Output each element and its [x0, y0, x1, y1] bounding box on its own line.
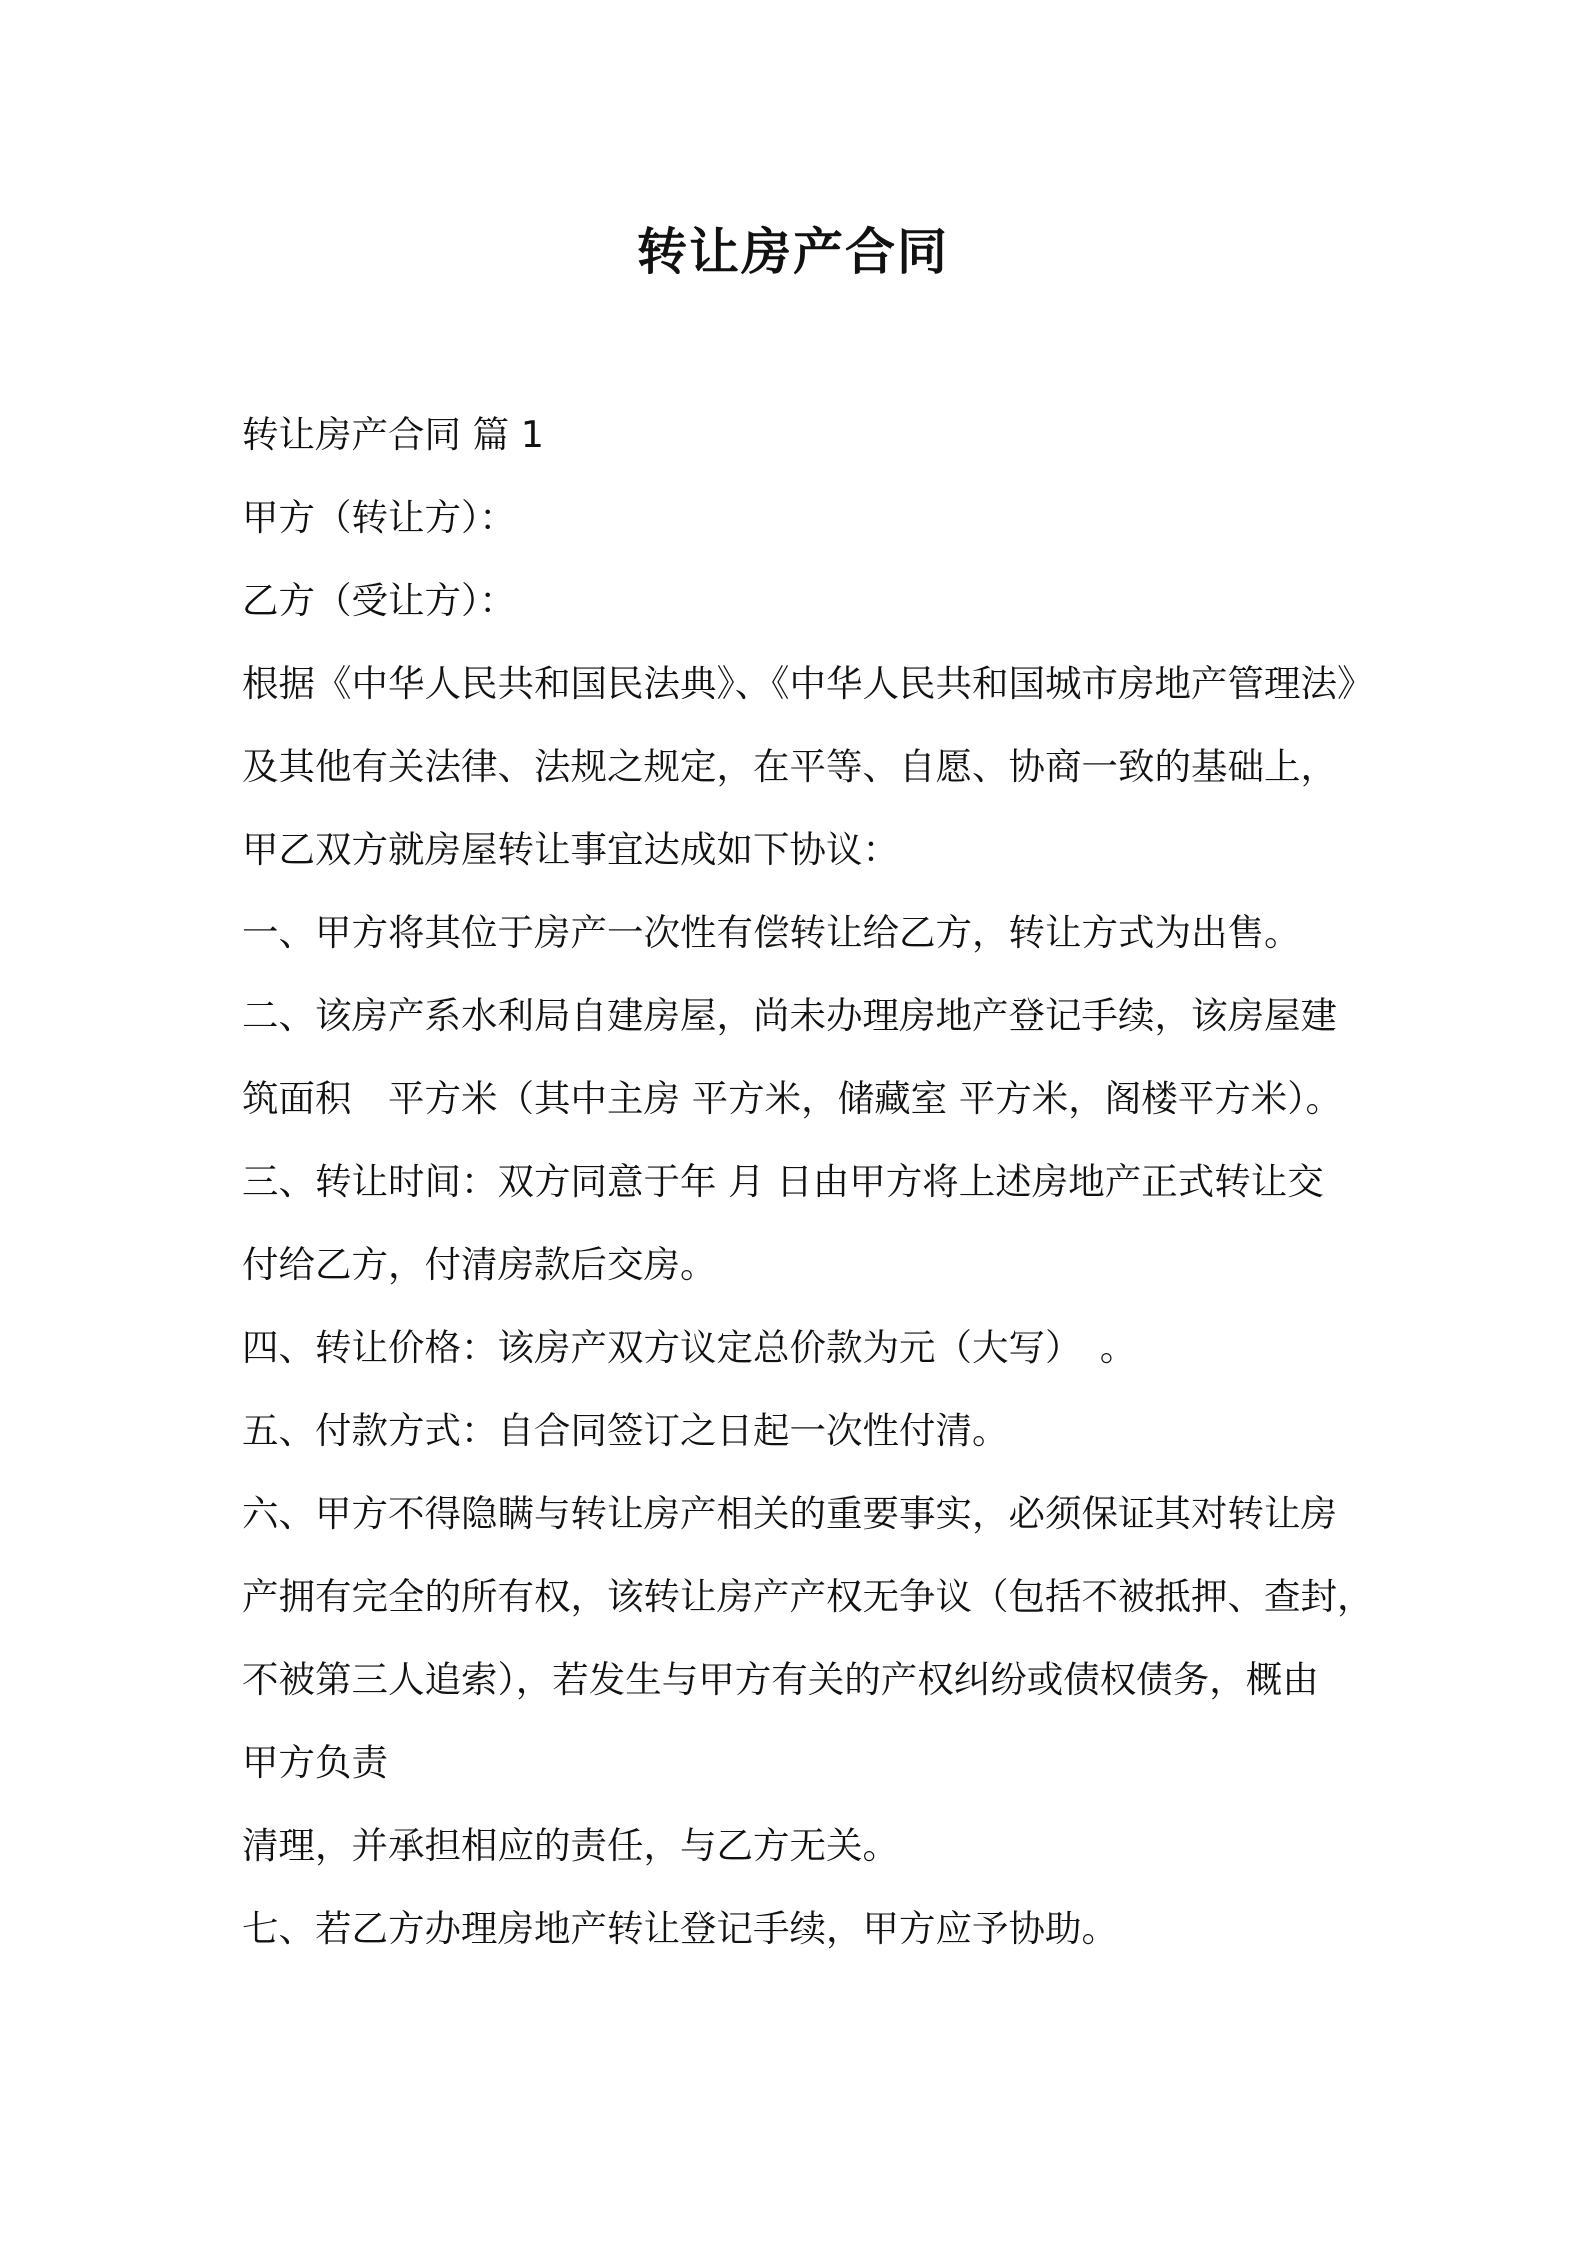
- party-a-line: 甲方（转让方）：: [242, 496, 516, 539]
- clause-2-line-2: 筑面积 平方米（其中主房 平方米，储藏室 平方米，阁楼平方米）。: [242, 1077, 1342, 1120]
- preamble-line-3: 甲乙双方就房屋转让事宜达成如下协议：: [242, 828, 899, 871]
- clause-6-line-2: 产拥有完全的所有权，该转让房产产权无争议（包括不被抵押、查封，: [242, 1575, 1374, 1618]
- clause-7-line: 七、若乙方办理房地产转让登记手续，甲方应予协助。: [242, 1907, 1118, 1950]
- party-b-line: 乙方（受让方）：: [242, 579, 516, 622]
- clause-1-line: 一、甲方将其位于房产一次性有偿转让给乙方，转让方式为出售。: [242, 911, 1301, 954]
- preamble-line-1: 根据《中华人民共和国民法典》、《中华人民共和国城市房地产管理法》: [242, 662, 1374, 705]
- clause-3-line-2: 付给乙方，付清房款后交房。: [242, 1243, 717, 1286]
- preamble-line-2: 及其他有关法律、法规之规定，在平等、自愿、协商一致的基础上，: [242, 745, 1337, 788]
- clause-5-line: 五、付款方式：自合同签订之日起一次性付清。: [242, 1409, 1009, 1452]
- clause-6-line-4: 甲方负责: [242, 1741, 388, 1784]
- clause-2-line-1: 二、该房产系水利局自建房屋，尚未办理房地产登记手续，该房屋建: [242, 994, 1337, 1037]
- clause-6-line-1: 六、甲方不得隐瞒与转让房产相关的重要事实，必须保证其对转让房: [242, 1492, 1337, 1535]
- clause-6-line-3: 不被第三人追索），若发生与甲方有关的产权纠纷或债权债务，概由: [242, 1658, 1319, 1701]
- section-heading: 转让房产合同 篇 1: [242, 413, 544, 456]
- clause-3-line-1: 三、转让时间：双方同意于年 月 日由甲方将上述房地产正式转让交: [242, 1160, 1324, 1203]
- clause-4-line: 四、转让价格：该房产双方议定总价款为元（大写） 。: [242, 1326, 1137, 1369]
- document-title: 转让房产合同: [637, 223, 949, 281]
- clause-6-line-5: 清理，并承担相应的责任，与乙方无关。: [242, 1824, 899, 1867]
